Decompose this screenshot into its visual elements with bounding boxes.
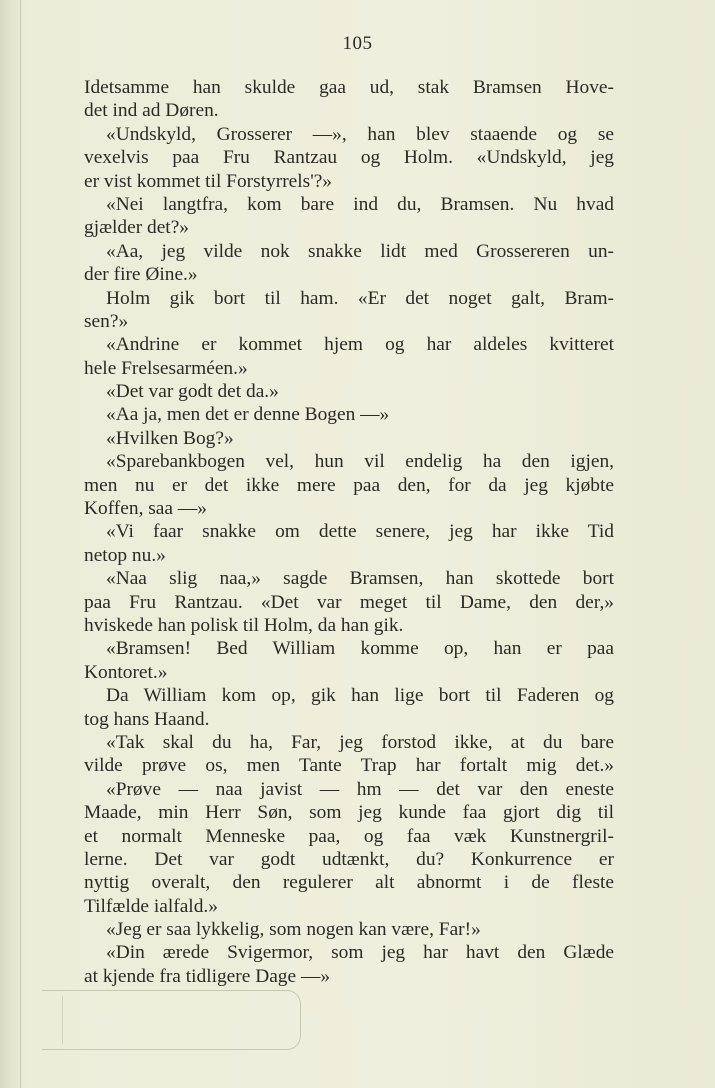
text-line: netop nu.» — [84, 544, 166, 566]
text-line: det ind ad Døren. — [84, 100, 219, 122]
text-line: «Sparebankbogen vel, hun vil endelig ha den igjen, — [106, 451, 614, 473]
text-line: hele Frelsesarméen.» — [84, 357, 248, 379]
text-line: «Hvilken Bog?» — [106, 427, 234, 449]
text-line: «Det var godt det da.» — [106, 381, 279, 403]
text-line: vilde prøve os, men Tante Trap har fortalt mig det.» — [84, 755, 614, 777]
text-line: «Jeg er saa lykkelig, som nogen kan være, Far!» — [106, 919, 481, 941]
text-line: lerne. Det var godt udtænkt, du? Konkurrence er — [84, 848, 614, 870]
stamp-rule — [62, 996, 63, 1044]
text-line: «Naa slig naa,» sagde Bramsen, han skottede bort — [106, 568, 614, 590]
body-text — [84, 76, 614, 988]
text-line: at kjende fra tidligere Dage —» — [84, 965, 331, 987]
text-line: Holm gik bort til ham. «Er det noget galt, Bram- — [106, 287, 614, 309]
text-line: «Andrine er kommet hjem og har aldeles kvitteret — [106, 334, 614, 356]
text-line: nyttig overalt, den regulerer alt abnormt i de fleste — [84, 872, 614, 894]
text-line: Da William kom op, gik han lige bort til Faderen og — [106, 685, 614, 707]
text-line: «Nei langtfra, kom bare ind du, Bramsen. Nu hvad — [106, 193, 614, 215]
text-line: Tilfælde ialfald.» — [84, 895, 218, 917]
text-line: paa Fru Rantzau. «Det var meget til Dame, den der,» — [84, 591, 614, 613]
text-line: hviskede han polisk til Holm, da han gik. — [84, 614, 404, 636]
page-number: 105 — [342, 33, 373, 54]
text-line: er vist kommet til Forstyrrels'?» — [84, 170, 332, 192]
text-line: der fire Øine.» — [84, 264, 198, 286]
text-line: «Din ærede Svigermor, som jeg har havt den Glæde — [106, 942, 614, 964]
text-line: «Undskyld, Grosserer —», han blev staaende og se — [106, 123, 614, 145]
text-line: Koffen, saa —» — [84, 498, 207, 520]
text-line: vexelvis paa Fru Rantzau og Holm. «Undskyld, jeg — [84, 147, 614, 169]
text-line: men nu er det ikke mere paa den, for da jeg kjøbte — [84, 474, 614, 496]
text-line: «Prøve — naa javist — hm — det var den eneste — [106, 778, 614, 800]
text-line: Kontoret.» — [84, 661, 168, 683]
text-line: «Tak skal du ha, Far, jeg forstod ikke, at du bare — [106, 731, 614, 753]
text-line: sen?» — [84, 310, 129, 332]
text-line: «Aa ja, men det er denne Bogen —» — [106, 404, 390, 426]
library-stamp — [42, 990, 301, 1050]
text-line: tog hans Haand. — [84, 708, 210, 730]
text-line: Idetsamme han skulde gaa ud, stak Bramsen Hove- — [84, 77, 614, 98]
text-line: «Bramsen! Bed William komme op, han er paa — [106, 638, 614, 660]
text-line: gjælder det?» — [84, 217, 190, 239]
text-line: «Aa, jeg vilde nok snakke lidt med Grossereren un- — [106, 240, 614, 262]
text-line: Maade, min Herr Søn, som jeg kunde faa gjort dig til — [84, 802, 614, 824]
text-line: «Vi faar snakke om dette senere, jeg har ikke Tid — [106, 521, 614, 543]
text-line: et normalt Menneske paa, og faa væk Kunstnergril- — [84, 825, 614, 847]
gutter-line — [20, 0, 21, 1088]
